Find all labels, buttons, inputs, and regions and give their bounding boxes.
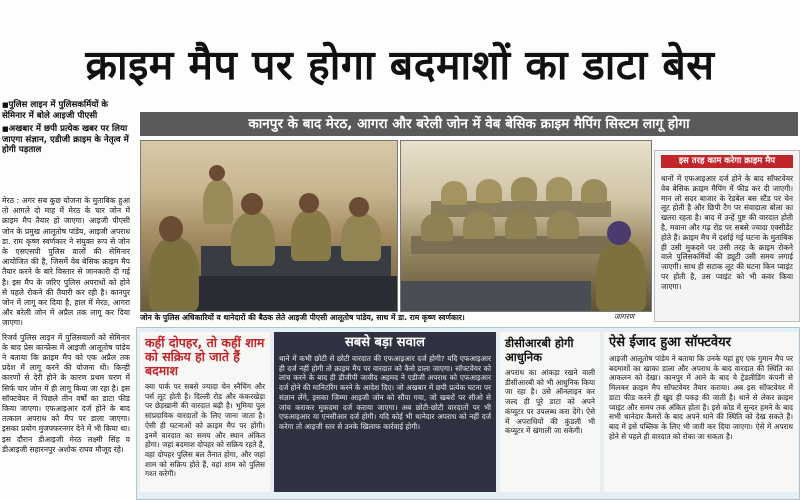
box-text: थाने में कभी छोटी से छोटी वारदात की एफआइआर दर्ज होगी? यदि एफआइआर ही दर्ज नहीं होगी तो क्राइम मैप पर वारदात को कैसे डाला जाएगा। सॉफ्टवेयर को लांच करने के बाद ही डीजीपी जावीद अहमद ने एडीजी अपराध को एफआइआर दर्ज होने की मानिटरिंग करने के आदेश दिए। जो अखबार में छपी प्रत्येक घटना पर संज्ञान लेंगे, इसका जिम्मा आइजी जोन को सौंपा गया, जो खबरों पर सीओ से जांच कराकर मुकदमा दर्ज कराया जाएगा। अब छोटी-छोटी वारदातों पर भी एफआइआर या एनसीआर दर्ज होगी। यदि कोई भी थानेदार अपराध को नहीं दर्ज करेगा तो आइजी स्तर से उनके खिलाफ कार्रवाई होगी। [279, 354, 491, 431]
left-article-column [2, 196, 130, 496]
box-title: सबसे बड़ा सवाल [345, 335, 425, 350]
highlight-bullets [2, 100, 130, 159]
how-it-works-text: थानों में एफआइआर दर्ज होने के बाद सॉफ्टवेयर वेब बेसिक क्राइम मैपिंग में फीड कर दी जाएगी। मान लो सदर बाजार के रेडबेल बस स्टैंड पर चेन लूट होती है और छिपी टैग पर संवादाता बोला का खतरा रहता है। बाद में उन्हें पुष्ट की वारदात होती है, मवाना और गढ़ रोड पर सबसे ज्यादा एक्सीडेंट होते हैं। क्राइम मैप में दर्शाई गई घटना के मुताबिक ही उसी मुकदमे पर उसी तरह के क्राइम रोकने वाले पुलिसकर्मियों की ड्यूटी उसी समय लगाई जाएगी। साथ ही सटाक लूट की घटना किन प्वाइंट पर होती है, उस प्वाइंट को भी कवर किया जाएगा। [661, 174, 793, 291]
main-headline: क्राइम मैप पर होगा बदमाशों का डाटा बेस [85, 41, 715, 89]
criminals-active-box [140, 332, 270, 492]
how-it-works-title: इस तरह काम करेगा क्राइम मैप [661, 155, 793, 168]
photo-caption: जोन के पुलिस अधिकारियों व थानेदारों की बैठक लेते आइजी पीएसी आलूतोष पांडेय, साथ में डा. राम कृष्ण स्वर्णकार। [140, 313, 465, 322]
sub-headline-banner: कानपुर के बाद मेरठ, आगरा और बरेली जोन में वेब बेसिक क्राइम मैपिंग सिस्टम लागू होगा [140, 112, 798, 136]
software-origin-box [604, 332, 798, 492]
meeting-photo-right [400, 140, 652, 312]
how-it-works-box [654, 150, 800, 322]
box-text: क्या पार्क पर सबसे ज्यादा चेन स्नैचिंग और पर्स लूट होती है। दिल्ली रोड और कंकरखेड़ा पर छेड़खानी की वारदात बढ़ी है। भूमिया पुल सांप्रदायिक वारदातों के लिए जाना जाता है। ऐसी ही घटनाओं को क्राइम मैप पर होंगी। इनमें वारदात का समय और स्थान अंकित होगा। जहां बदमाश दोपहर को सक्रिय रहते हैं, वहां दोपहर पुलिस बल तैनात होगा, और जहां शाम को सक्रिय होते हैं, वहां शाम को पुलिस गश्त करेगी। [145, 382, 265, 479]
box-title: कहीं दोपहर, तो कहीं शाम को सक्रिय हो जाते हैं बदमाश [145, 335, 265, 378]
box-text: अपराध का आंकड़ा रखने वाली डीसीआरबी को भी आधुनिक किया जा रहा है। उसे ऑनलाइन कर जल्द ही पूरे डाटा को अपने कंप्यूटर पर उपलब्ध करा देंगे। ऐसे में अपराधियों की कुंडली भी कंप्यूटर में खंगाली जा सकेगी। [505, 368, 596, 436]
biggest-question-box [274, 332, 496, 492]
article-paragraph: मेरठ : अगर सब कुछ योजना के मुताबिक हुआ तो आगले दो माह में मेरठ के चार जोन में क्राइम मैप तैयार हो जाएगा। आइजी पीएसी जोन के प्रमुख आलूतोष पांडेय, आइजी अपराध डा. राम कृष्ण स्वर्णकार ने संयुक्त रूप से जोन के एसएसपी पुलिस वालों की सेमिनार आयोजित की है, जिसमें वेब बेसिक क्राइम मैप तैयार करने के बारे विस्तार से जानकारी दी गई है। इस मैप के जरिए पुलिस अपराधों को होने से पहले रोकने की तैयारी कर रही है। कानपुर जोन में लागू कर दिया है, हाल में मेरठ, आगरा और बरेली जोन में अप्रैल तक लागू कर दिया जाएगा। [2, 196, 130, 328]
bullet-point: ■ अखबार में छपी प्रत्येक खबर पर लिया जाएगा संज्ञान, एडीजी क्राइम के नेतृत्व में होगी पड़ताल [2, 124, 130, 156]
box-title: ऐसे ईजाद हुआ सॉफ्टवेयर [609, 335, 731, 350]
box-text: आइजी आलूतोष पांडेय ने बताया कि उनके यहां हुए एक गुमान मैप पर बदमाशों का खाका डाला और अपराध के बाद वारदात की स्थिति का आकलन को देखा। कानपुर में आने के बाद ये ट्रेडलीडिंग कंपनी से मिलकर क्राइम मैप सॉफ्टवेयर तैयार कराया। अब इस सॉफ्टवेयर में डाटा फीड करने ही खुद ही पकड़ की जाती है। थाने से लेकर क्राइम प्वाइंट और समय तक अंकित होता है। इसे कोड में सुन्दर हमने के बाद सभी थानेदार कैमरों के बाद अपने थाने की स्थिति को देख सकते हैं। बाद में इसे पब्लिक के लिए भी जारी कर दिया जाएगा। ऐसे में अपराध होने से पहले ही वारदात को रोका जा सकता है। [609, 354, 793, 441]
dcrb-box [500, 332, 600, 492]
article-paragraph: रिजर्व पुलिस लाइन में पुलिसवालों को सेमिनार के बाद प्रेस कान्फ्रेंस में आइजी आलूतोष पांडेय ने बताया कि क्राइम मैप को एक अप्रैल तक प्रदेश में लागू करने की योजना थी। किन्ही कारणों से देरी होने के कारण प्रथम चरण में सिर्फ चार जोन में ही लागू किया जा रहा है। इस सॉफ्टवेयर में पिछले तीन वर्षों का डाटा फीड किया जाएगा। एफआइआर दर्ज होने के बाद तत्काल अपराध को मैप पर डाला जाएगा। इसका प्रयोग मुजफ्फरनगर देने में भी किया था। इस दौरान डीआइजी मेरठ लक्ष्मी सिंह व डीआइजी सहारनपुर अशोक राघव मौजूद रहे। [2, 332, 130, 454]
meeting-photo-left [140, 140, 398, 312]
bullet-point: ■ पुलिस लाइन में पुलिसकर्मियों के सेमिनार में बोले आइजी पीएसी [2, 100, 130, 121]
photo-credit: जागरण [614, 312, 635, 321]
box-title: डीसीआरबी होगी आधुनिक [505, 336, 574, 364]
